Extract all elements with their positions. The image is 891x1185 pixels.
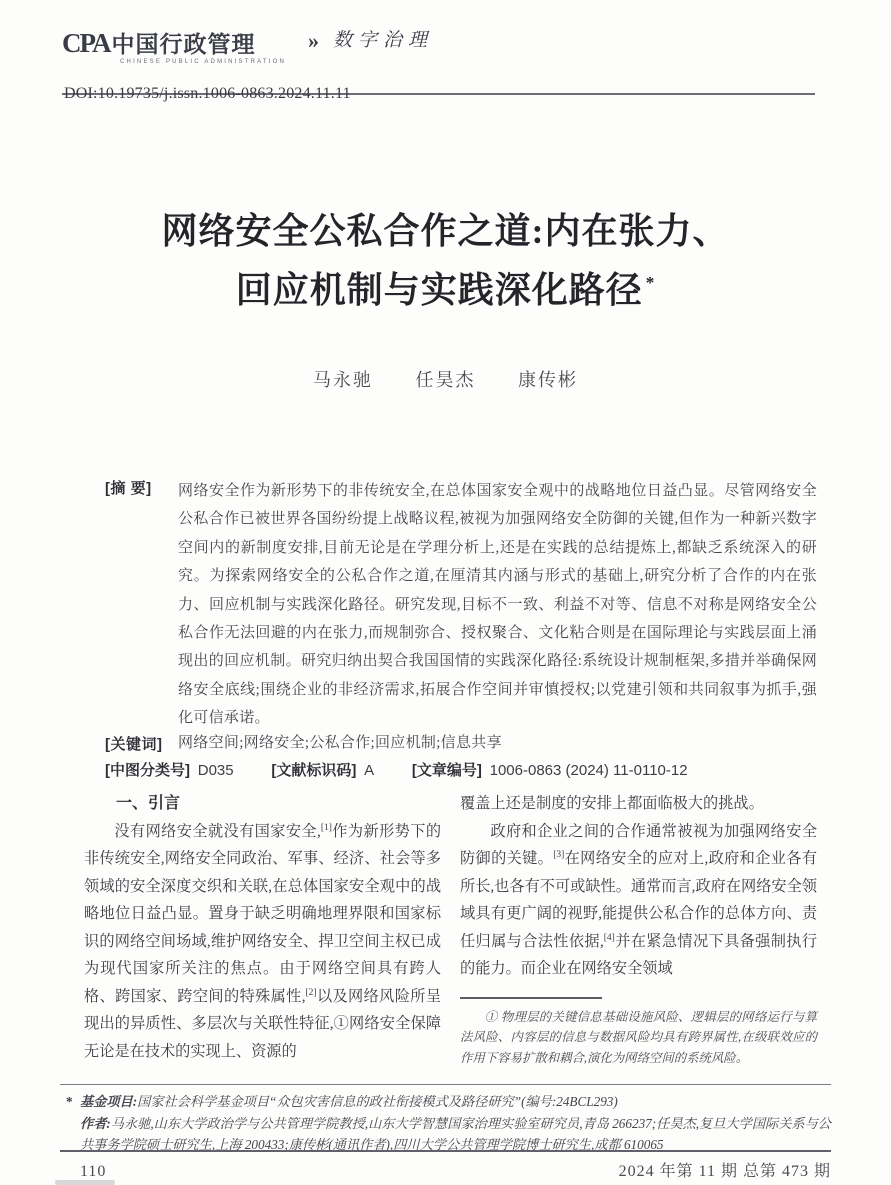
keywords-text: 网络空间;网络安全;公私合作;回应机制;信息共享	[178, 735, 502, 751]
keywords-block	[105, 733, 817, 754]
fund-asterisk: *	[66, 1094, 73, 1109]
title-footnote-star: *	[645, 273, 656, 292]
article-title-line2: 回应机制与实践深化路径	[235, 270, 643, 310]
doi-text: DOI:10.19735/j.issn.1006-0863.2024.11.11	[64, 85, 351, 102]
body-paragraph: 覆盖上还是制度的安排上都面临极大的挑战。	[460, 795, 764, 812]
fund-project-line: 基金项目:国家社会科学基金项目“众包灾害信息的政社衔接模式及路径研究”(编号:24BCL293)	[80, 1094, 618, 1109]
abstract-label: [摘 要]	[105, 480, 152, 497]
author-name: 任昊杰	[415, 370, 476, 390]
issue-info: 2024 年第 11 期 总第 473 期	[618, 1163, 831, 1180]
journal-logo-name: 中国行政管理	[111, 31, 256, 57]
footer-divider	[60, 1150, 831, 1152]
chevrons-icon: »	[308, 28, 320, 53]
journal-header	[62, 30, 815, 65]
article-title	[0, 205, 891, 316]
author-name: 马永驰	[313, 370, 373, 390]
body-column-left	[84, 790, 441, 1065]
abstract-text: 网络安全作为新形势下的非传统安全,在总体国家安全观中的战略地位日益凸显。尽管网络安全公私合作已被世界各国纷纷提上战略议程,被视为加强网络安全防御的关键,但作为一种新兴数字空间内的新制度安排,目前无论是在学理分析上,还是在实践的总结提炼上,都缺乏系统深入的研究。为探索网络安全的公私合作之道,在厘清其内涵与形式的基础上,研究分析了合作的内在张力、回应机制与实践深化路径。研究发现,目标不一致、利益不对等、信息不对称是网络安全公私合作无法回避的内在张力,而规制弥合、授权聚合、文化粘合则是在国际理论与实践层面上涌现出的回应机制。研究归纳出契合我国国情的实践深化路径:系统设计规制框架,多措并举确保网络安全底线;围绕企业的非经济需求,拓展合作空间并审慎授权;以党建引领和共同叙事为抓手,强化可信承诺。	[178, 483, 817, 727]
journal-logo-acronym: CPA	[62, 28, 110, 58]
document-code: [文献标识码] A	[271, 762, 375, 779]
article-id: [文章编号] 1006-0863 (2024) 11-0110-12	[411, 762, 688, 779]
section-heading: 一、引言	[116, 795, 181, 812]
scan-artifact	[55, 1180, 115, 1185]
keywords-label: [关键词]	[105, 736, 163, 753]
body-column-right	[460, 790, 817, 1068]
classification-line	[105, 759, 817, 780]
journal-logo-caption: CHINESE PUBLIC ADMINISTRATION	[120, 59, 287, 65]
journal-logo	[62, 30, 286, 65]
footnote-divider	[460, 997, 602, 999]
article-title-line1: 网络安全公私合作之道:内在张力、	[161, 211, 730, 251]
body-paragraph: 没有网络安全就没有国家安全,[1]作为新形势下的非传统安全,网络安全同政治、军事、经济、社会等多领域的安全深度交织和关联,在总体国家安全观中的战略地位日益凸显。置身于缺乏明确地理界限和国家标识的网络空间场域,维护网络安全、捍卫空间主权已成为现代国家所关注的焦点。由于网络空间具有跨人格、跨国家、跨空间的特殊属性,[2]以及网络风险所呈现出的异质性、多层次与关联性特征,①网络安全保障无论是在技术的实现上、资源的	[84, 822, 442, 1060]
body-paragraph: 政府和企业之间的合作通常被视为加强网络安全防御的关键。[3]在网络安全的应对上,政府和企业各有所长,也各有不可或缺性。通常而言,政府在网络安全领域具有更广阔的视野,能提供公私合作的总体方向、责任归属与合法性依据,[4]并在紧急情况下具备强制执行的能力。而企业在网络安全领域	[460, 822, 818, 977]
abstract-block	[105, 477, 817, 733]
page-footer	[60, 1158, 831, 1181]
author-list	[0, 366, 891, 392]
clc-number: [中图分类号] D035	[105, 762, 234, 779]
footnote-text: ① 物理层的关键信息基础设施风险、逻辑层的网络运行与算法风险、内容层的信息与数据风险均具有跨界属性,在级联效应的作用下容易扩散和耦合,演化为网络空间的系统风险。	[460, 1009, 817, 1065]
author-name: 康传彬	[518, 370, 578, 390]
page-number: 110	[80, 1163, 107, 1180]
author-affiliation-line: 作者:马永驰,山东大学政治学与公共管理学院教授,山东大学智慧国家治理实验室研究员,青岛 266237;任昊杰,复旦大学国际关系与公共事务学院硕士研究生,上海 200433;康传彬(通讯作者),四川大学公共管理学院博士研究生,成都 610065	[80, 1115, 831, 1152]
fund-note	[66, 1091, 831, 1156]
fund-divider	[60, 1084, 831, 1085]
section-title: 数字治理	[333, 30, 434, 51]
